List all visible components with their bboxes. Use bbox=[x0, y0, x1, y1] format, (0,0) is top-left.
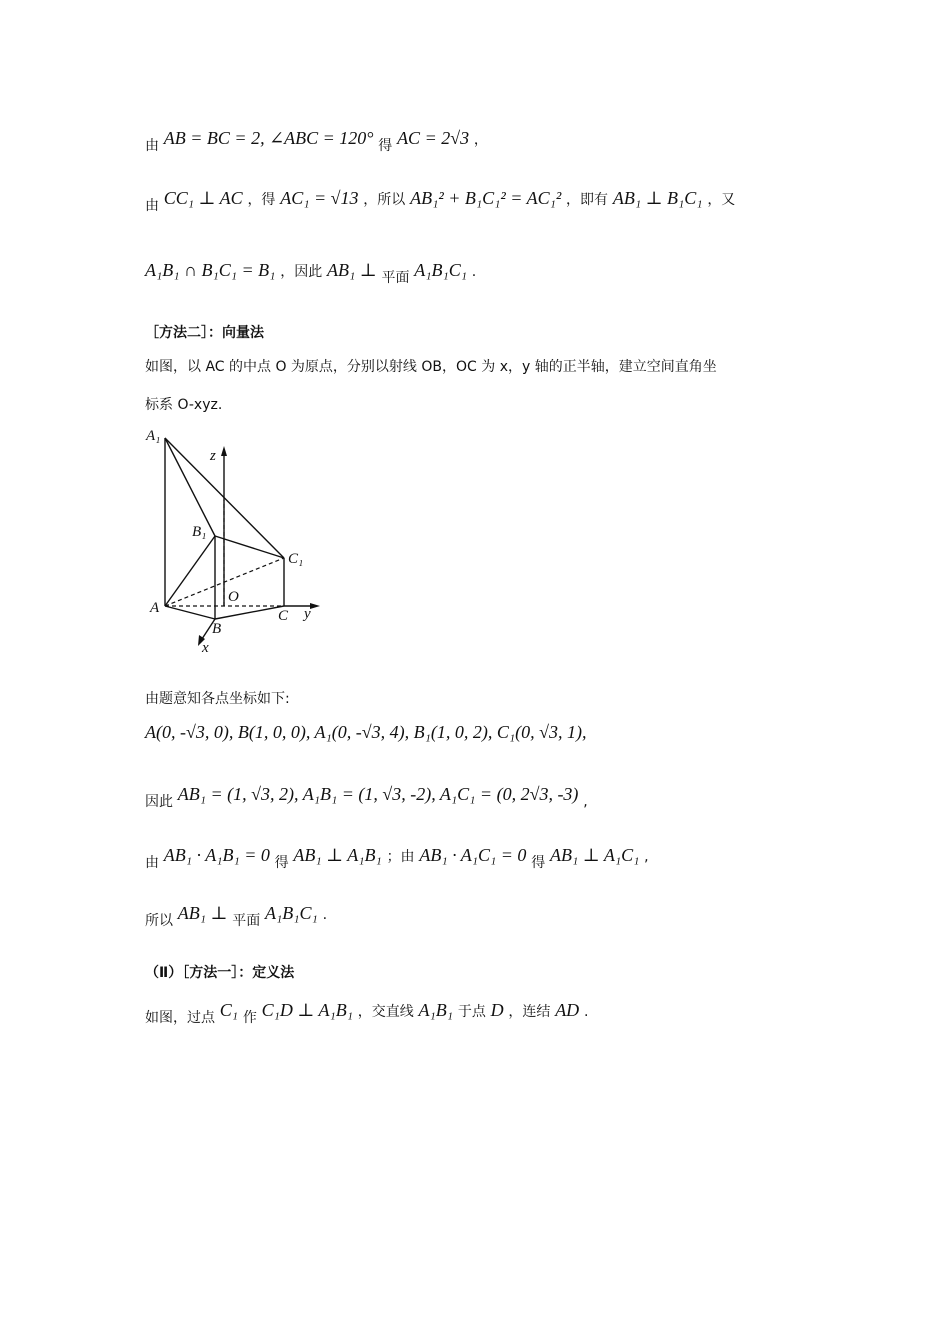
label-O: O bbox=[228, 589, 239, 605]
math-expr: AC₁ = √13 bbox=[280, 188, 359, 208]
label-x: x bbox=[202, 640, 209, 656]
math-expr: AB₁² + B₁C₁² = AC₁² bbox=[410, 188, 562, 208]
text: ；由 bbox=[386, 849, 415, 865]
heading-part-2: （Ⅱ）［方法一］：定义法 bbox=[145, 965, 295, 981]
label-B: B bbox=[212, 621, 222, 637]
math-expr: AB₁ ⊥ B₁C₁ bbox=[612, 188, 703, 208]
math-expr: AC = 2√3 bbox=[397, 128, 470, 148]
math-expr: CC₁ ⊥ AC bbox=[163, 188, 243, 208]
label-C: C bbox=[278, 608, 289, 624]
math-expr: A₁B₁C₁ bbox=[265, 903, 318, 923]
text: ，又 bbox=[707, 192, 736, 208]
math-expr: D bbox=[490, 1000, 504, 1020]
text: 得 bbox=[378, 138, 393, 154]
math-expr: AB = BC = 2, ∠ABC = 120° bbox=[163, 128, 374, 148]
text: ，连结 bbox=[508, 1004, 551, 1020]
math-expr: C₁D ⊥ A₁B₁ bbox=[261, 1000, 353, 1020]
conclusion-line bbox=[145, 903, 328, 929]
math-expr: AB₁ · A₁C₁ = 0 bbox=[419, 845, 527, 865]
text: . bbox=[322, 907, 328, 923]
math-expr: A₁B₁ bbox=[418, 1000, 454, 1020]
text: 所以 bbox=[145, 913, 173, 929]
edge-A1-B1 bbox=[165, 438, 215, 536]
paragraph-line-2: 标系 O-xyz. bbox=[145, 397, 223, 413]
line-1 bbox=[145, 128, 488, 154]
text: 作 bbox=[242, 1010, 257, 1026]
math-expr: AB₁ ⊥ A₁C₁ bbox=[550, 845, 640, 865]
y-arrow bbox=[310, 603, 320, 609]
math-expr: AB₁ ⊥ A₁B₁ bbox=[293, 845, 382, 865]
math-expr: AD bbox=[555, 1000, 580, 1020]
text: 由 bbox=[145, 138, 159, 154]
text: ， bbox=[473, 132, 488, 148]
label-y: y bbox=[304, 606, 311, 622]
text: . bbox=[471, 264, 477, 280]
math-expr: AB₁ · A₁B₁ = 0 bbox=[163, 845, 270, 865]
math-expr: AB₁ = (1, √3, 2), A₁B₁ = (1, √3, -2), A₁C₁ = (0, 2√3, -3) bbox=[177, 784, 579, 804]
last-line bbox=[145, 1000, 589, 1026]
math-expr: AB₁ ⊥ bbox=[326, 260, 377, 280]
text: 于点 bbox=[457, 1004, 486, 1020]
label-A: A bbox=[150, 600, 160, 616]
math-expr: C₁ bbox=[219, 1000, 239, 1020]
coord-intro: 由题意知各点坐标如下: bbox=[145, 691, 290, 707]
text: ，因此 bbox=[280, 264, 323, 280]
text: ，即有 bbox=[566, 192, 609, 208]
line-2 bbox=[145, 188, 736, 214]
text: 得 bbox=[531, 855, 546, 871]
dot-product-line bbox=[145, 845, 649, 871]
edge-A-B bbox=[165, 606, 215, 619]
text: 平面 bbox=[232, 913, 261, 929]
text: 如图，过点 bbox=[145, 1010, 215, 1026]
label-C1: C₁ bbox=[288, 551, 304, 567]
math-expr: A(0, -√3, 0), B(1, 0, 0), A₁(0, -√3, 4), B₁(1, 0, 2), C₁(0, √3, 1), bbox=[145, 722, 587, 742]
label-B1: B₁ bbox=[192, 524, 207, 540]
text: 平面 bbox=[381, 270, 410, 286]
coord-list bbox=[145, 722, 587, 743]
text: 由 bbox=[145, 198, 159, 214]
text: ，得 bbox=[247, 192, 276, 208]
text: 得 bbox=[274, 855, 289, 871]
math-expr: A₁B₁C₁ bbox=[414, 260, 468, 280]
prism-figure bbox=[140, 420, 340, 660]
z-arrow bbox=[221, 446, 227, 456]
vector-line bbox=[145, 784, 588, 810]
text: 因此 bbox=[145, 794, 173, 810]
text: ，交直线 bbox=[357, 1004, 414, 1020]
label-A1: A₁ bbox=[146, 428, 161, 444]
math-expr: A₁B₁ ∩ B₁C₁ = B₁ bbox=[145, 260, 276, 280]
text: , bbox=[644, 849, 649, 865]
line-3 bbox=[145, 260, 477, 286]
paragraph-line-1: 如图，以 AC 的中点 O 为原点，分别以射线 OB，OC 为 x，y 轴的正半轴，建立空间直角坐 bbox=[145, 359, 717, 375]
text: ，所以 bbox=[363, 192, 406, 208]
edge-A-B1 bbox=[165, 536, 215, 606]
edge-B-C bbox=[215, 606, 284, 619]
label-z: z bbox=[210, 448, 216, 464]
heading-method-2: ［方法二］：向量法 bbox=[145, 325, 264, 341]
text: . bbox=[583, 1004, 589, 1020]
text: , bbox=[583, 794, 588, 810]
text: 由 bbox=[145, 855, 159, 871]
math-expr: AB₁ ⊥ bbox=[177, 903, 228, 923]
